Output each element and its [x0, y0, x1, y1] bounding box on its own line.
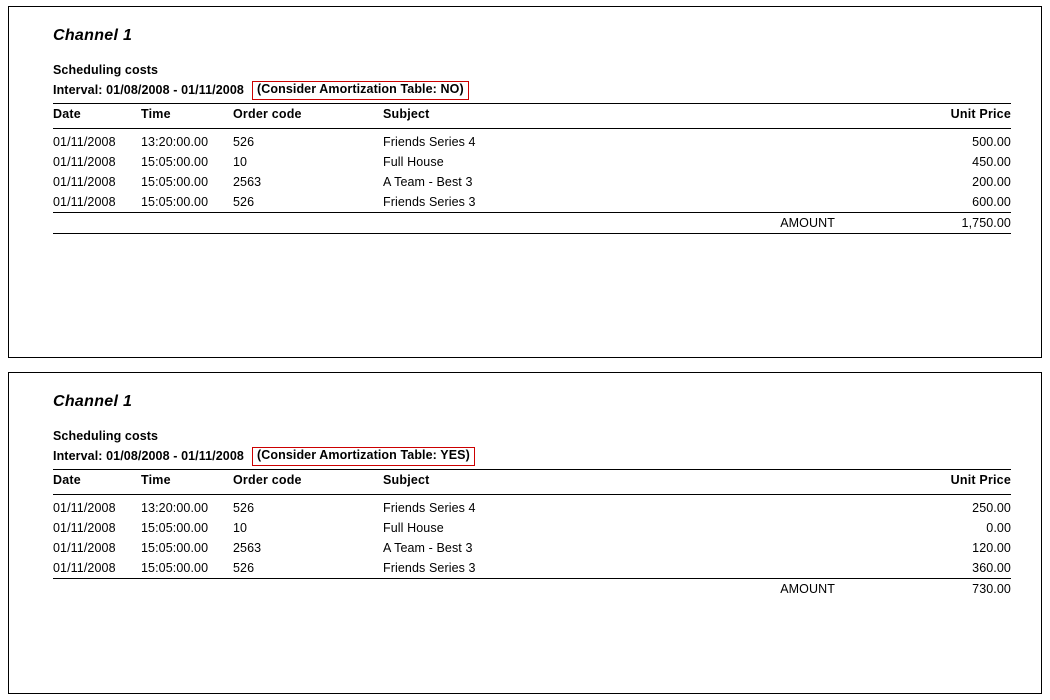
column-header-subject: Subject [383, 469, 891, 494]
cell-unit-price: 200.00 [972, 174, 1011, 189]
cell-time: 15:05:00.00 [141, 194, 209, 209]
cell-order-code: 10 [233, 520, 248, 535]
cell-subject: Full House [383, 154, 444, 169]
table-body [53, 494, 1011, 599]
column-header-unit-price: Unit Price [891, 103, 1011, 128]
column-header-order-code: Order code [233, 469, 383, 494]
cell-unit-price: 600.00 [972, 194, 1011, 209]
cell-order-code: 10 [233, 154, 248, 169]
total-label: AMOUNT [53, 578, 891, 599]
report-panel-no-amortization [8, 6, 1042, 358]
cell-date: 01/11/2008 [53, 174, 116, 189]
table-row [53, 152, 1011, 172]
cell-date: 01/11/2008 [53, 154, 116, 169]
cell-order-code: 2563 [233, 540, 262, 555]
column-header-order-code: Order code [233, 103, 383, 128]
table-header-row [53, 103, 1011, 128]
total-value: 1,750.00 [891, 212, 1011, 233]
amortization-note-badge: (Consider Amortization Table: NO) [252, 81, 469, 100]
cell-unit-price: 450.00 [972, 154, 1011, 169]
scheduling-costs-table [53, 103, 1011, 233]
cell-subject: A Team - Best 3 [383, 174, 473, 189]
total-value: 730.00 [891, 578, 1011, 599]
table-body [53, 128, 1011, 233]
cell-date: 01/11/2008 [53, 194, 116, 209]
table-header [53, 469, 1011, 494]
table-row [53, 518, 1011, 538]
cell-order-code: 526 [233, 560, 255, 575]
channel-title: Channel 1 [53, 393, 133, 410]
column-header-date: Date [53, 103, 141, 128]
cell-order-code: 2563 [233, 174, 262, 189]
table-total-row [53, 578, 1011, 599]
table-row [53, 192, 1011, 213]
cell-unit-price: 360.00 [972, 560, 1011, 575]
cell-order-code: 526 [233, 494, 383, 518]
cell-unit-price: 0.00 [986, 520, 1011, 535]
cell-time: 15:05:00.00 [141, 174, 209, 189]
report-subtitle: Scheduling costs [53, 429, 159, 443]
cell-time: 13:20:00.00 [141, 128, 233, 152]
cell-time: 13:20:00.00 [141, 494, 233, 518]
cell-subject: Friends Series 3 [383, 560, 476, 575]
report-panel-yes-amortization [8, 372, 1042, 694]
column-header-unit-price: Unit Price [891, 469, 1011, 494]
table-row [53, 538, 1011, 558]
table-bottom-rule [53, 233, 1011, 234]
cell-date: 01/11/2008 [53, 560, 116, 575]
report-subtitle: Scheduling costs [53, 63, 159, 77]
cell-time: 15:05:00.00 [141, 540, 209, 555]
cell-date: 01/11/2008 [53, 540, 116, 555]
table-header [53, 103, 1011, 128]
column-header-time: Time [141, 103, 233, 128]
cell-subject: Friends Series 3 [383, 194, 476, 209]
cell-unit-price: 500.00 [891, 128, 1011, 152]
channel-title: Channel 1 [53, 27, 133, 44]
column-header-time: Time [141, 469, 233, 494]
table-row [53, 558, 1011, 579]
total-label: AMOUNT [53, 212, 891, 233]
scheduling-costs-table [53, 469, 1011, 599]
table-row [53, 128, 1011, 152]
amortization-note-badge: (Consider Amortization Table: YES) [252, 447, 475, 466]
table-row [53, 172, 1011, 192]
table-header-row [53, 469, 1011, 494]
cell-date: 01/11/2008 [53, 128, 141, 152]
cell-order-code: 526 [233, 194, 255, 209]
interval-label: Interval: 01/08/2008 - 01/11/2008 [53, 449, 244, 464]
report-content [53, 7, 1011, 234]
cell-date: 01/11/2008 [53, 520, 116, 535]
interval-label: Interval: 01/08/2008 - 01/11/2008 [53, 83, 244, 98]
cell-unit-price: 120.00 [972, 540, 1011, 555]
interval-row [53, 81, 1011, 100]
cell-subject: Friends Series 4 [383, 494, 891, 518]
cell-order-code: 526 [233, 128, 383, 152]
cell-time: 15:05:00.00 [141, 520, 209, 535]
cell-subject: A Team - Best 3 [383, 540, 473, 555]
cell-time: 15:05:00.00 [141, 154, 209, 169]
column-header-subject: Subject [383, 103, 891, 128]
interval-row [53, 447, 1011, 466]
cell-subject: Friends Series 4 [383, 128, 891, 152]
table-row [53, 494, 1011, 518]
cell-unit-price: 250.00 [891, 494, 1011, 518]
cell-time: 15:05:00.00 [141, 560, 209, 575]
report-content [53, 373, 1011, 599]
column-header-date: Date [53, 469, 141, 494]
cell-date: 01/11/2008 [53, 494, 141, 518]
cell-subject: Full House [383, 520, 444, 535]
table-total-row [53, 212, 1011, 233]
